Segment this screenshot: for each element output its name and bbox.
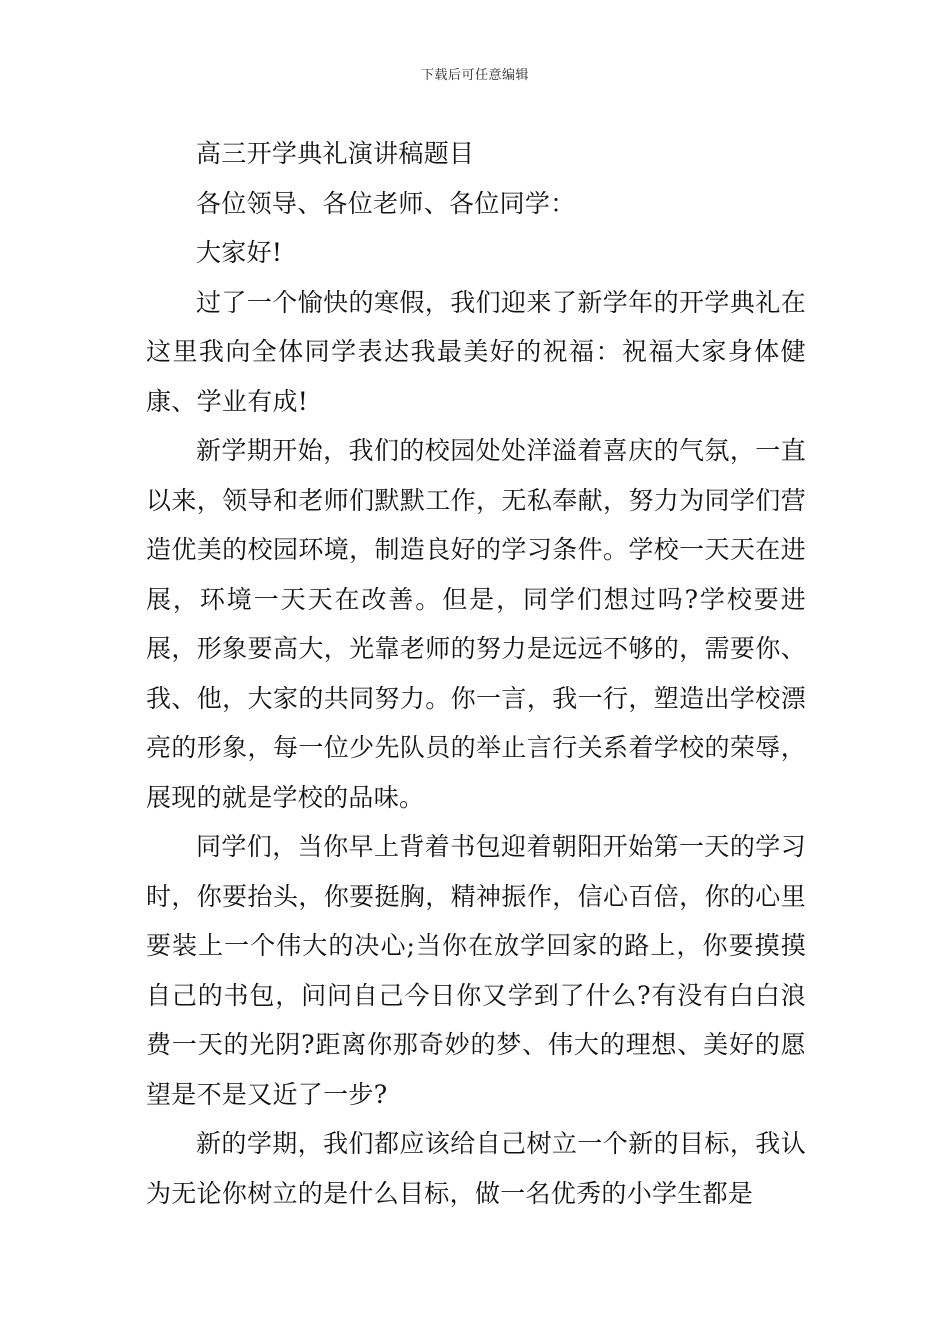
paragraph: 新的学期，我们都应该给自己树立一个新的目标，我认为无论你树立的是什么目标，做一名优秀的小学生都是 — [146, 1129, 806, 1208]
document-body — [146, 129, 806, 1218]
salutation: 各位领导、各位老师、各位同学： — [196, 188, 576, 218]
paragraph: 同学们，当你早上背着书包迎着朝阳开始第一天的学习时，你要抬头，你要挺胸，精神振作，信心百倍，你的心里要装上一个伟大的决心;当你在放学回家的路上，你要摸摸自己的书包，问问自己今日你又学到了什么?有没有白白浪费一天的光阴?距离你那奇妙的梦、伟大的理想、美好的愿望是不是又近了一步? — [146, 832, 806, 1109]
document-title: 高三开学典礼演讲稿题目 — [196, 139, 475, 168]
paragraph: 过了一个愉快的寒假，我们迎来了新学年的开学典礼在这里我向全体同学表达我最美好的祝福：祝福大家身体健康、学业有成! — [146, 287, 806, 416]
greeting: 大家好! — [196, 238, 283, 267]
page-header-note: 下载后可任意编辑 — [420, 68, 529, 83]
paragraph: 新学期开始，我们的校园处处洋溢着喜庆的气氛，一直以来，领导和老师们默默工作，无私奉献，努力为同学们营造优美的校园环境，制造良好的学习条件。学校一天天在进展，环境一天天在改善。但是，同学们想过吗?学校要进展，形象要高大，光靠老师的努力是远远不够的，需要你、我、他，大家的共同努力。你一言，我一行，塑造出学校漂亮的形象，每一位少先队员的举止言行关系着学校的荣辱，展现的就是学校的品味。 — [146, 436, 806, 812]
